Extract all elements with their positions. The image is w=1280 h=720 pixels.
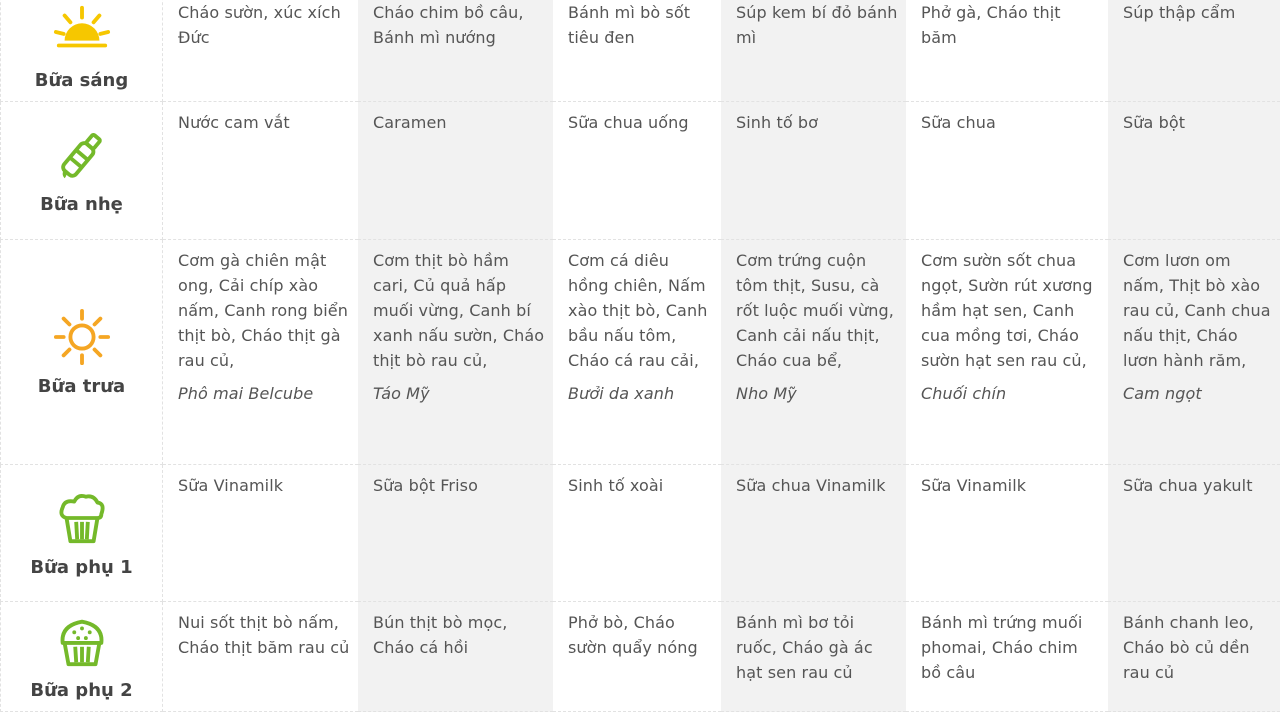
menu-cell [553, 102, 721, 240]
dish-text: Nui sốt thịt bò nấm, Cháo thịt băm rau củ [178, 613, 350, 657]
menu-cell [906, 102, 1108, 240]
menu-cell [906, 0, 1108, 102]
menu-cell [358, 240, 553, 465]
dish-text: Sữa Vinamilk [178, 476, 284, 495]
dish-text: Cháo sườn, xúc xích Đức [178, 3, 341, 47]
menu-cell [163, 240, 358, 465]
meal-header [0, 465, 163, 602]
dish-text: Bánh chanh leo, Cháo bò củ dền rau củ [1123, 613, 1254, 682]
menu-cell [553, 0, 721, 102]
meal-header [0, 0, 163, 102]
menu-cell [553, 465, 721, 602]
menu-cell [721, 102, 906, 240]
dish-text: Cơm gà chiên mật ong, Cải chíp xào nấm, Canh rong biển thịt bò, Cháo thịt gà rau củ, [178, 251, 348, 370]
dish-text: Sinh tố bơ [736, 113, 819, 132]
menu-cell [163, 602, 358, 712]
menu-cell [906, 602, 1108, 712]
dish-text: Cơm sườn sốt chua ngọt, Sườn rút xương hầm hạt sen, Canh cua mồng tơi, Cháo sườn hạt sen rau củ, [921, 251, 1093, 370]
meal-header [0, 602, 163, 712]
menu-cell [163, 0, 358, 102]
bottle-icon [53, 126, 111, 184]
dish-text: Cơm trứng cuộn tôm thịt, Susu, cà rốt luộc muối vừng, Canh cải nấu thịt, Cháo cua bể, [736, 251, 894, 370]
dish-text: Phở bò, Cháo sườn quẩy nóng [568, 613, 698, 657]
menu-cell [721, 465, 906, 602]
menu-cell [721, 240, 906, 465]
meal-label: Bữa phụ 1 [30, 556, 133, 578]
meal-label: Bữa sáng [34, 70, 129, 91]
fruit-text: Phô mai Belcube [178, 384, 314, 403]
meal-label: Bữa trưa [37, 375, 126, 397]
muffin-icon [53, 612, 111, 670]
menu-cell [721, 602, 906, 712]
cupcake-icon [53, 489, 111, 547]
menu-cell [906, 465, 1108, 602]
menu-cell [358, 0, 553, 102]
menu-cell [358, 465, 553, 602]
fruit-text: Cam ngọt [1123, 384, 1202, 403]
fruit-text: Chuối chín [921, 384, 1007, 403]
dish-text: Sữa Vinamilk [921, 476, 1027, 495]
dish-text: Súp thập cẩm [1123, 3, 1236, 22]
dish-text: Bánh mì bơ tỏi ruốc, Cháo gà ác hạt sen rau củ [736, 613, 873, 682]
menu-cell [358, 602, 553, 712]
menu-cell [553, 602, 721, 712]
menu-cell [1108, 0, 1280, 102]
dish-text: Bánh mì trứng muối phomai, Cháo chim bồ câu [921, 613, 1083, 682]
dish-text: Sinh tố xoài [568, 476, 664, 495]
dish-text: Cơm lươn om nấm, Thịt bò xào rau củ, Canh chua nấu thịt, Cháo lươn hành răm, [1123, 251, 1271, 370]
dish-text: Bún thịt bò mọc, Cháo cá hồi [373, 613, 508, 657]
dish-text: Sữa bột Friso [373, 476, 478, 495]
dish-text: Sữa chua [921, 113, 996, 132]
dish-text: Sữa chua Vinamilk [736, 476, 886, 495]
dish-text: Cháo chim bồ câu, Bánh mì nướng [373, 3, 524, 47]
menu-cell [553, 240, 721, 465]
meal-label: Bữa nhẹ [40, 194, 123, 215]
menu-cell [1108, 602, 1280, 712]
dish-text: Sữa chua uống [568, 113, 689, 132]
dish-text: Cơm cá diêu hồng chiên, Nấm xào thịt bò, Canh bầu nấu tôm, Cháo cá rau cải, [568, 251, 708, 370]
dish-text: Cơm thịt bò hầm cari, Củ quả hấp muối vừng, Canh bí xanh nấu sườn, Cháo thịt bò rau củ, [373, 251, 545, 370]
menu-cell [1108, 102, 1280, 240]
menu-cell [163, 102, 358, 240]
dish-text: Sữa chua yakult [1123, 476, 1253, 495]
menu-cell [358, 102, 553, 240]
dish-text: Súp kem bí đỏ bánh mì [736, 3, 898, 47]
menu-cell [1108, 240, 1280, 465]
menu-cell [906, 240, 1108, 465]
meal-header [0, 240, 163, 465]
meal-header [0, 102, 163, 240]
sun-icon [53, 308, 111, 366]
menu-cell [163, 465, 358, 602]
sunrise-icon [53, 2, 111, 60]
dish-text: Nước cam vắt [178, 113, 290, 132]
menu-cell [1108, 465, 1280, 602]
dish-text: Phở gà, Cháo thịt băm [921, 3, 1061, 47]
fruit-text: Táo Mỹ [373, 384, 430, 403]
fruit-text: Nho Mỹ [736, 384, 797, 403]
menu-cell [721, 0, 906, 102]
dish-text: Sữa bột [1123, 113, 1186, 132]
meal-label: Bữa phụ 2 [30, 680, 133, 701]
dish-text: Caramen [373, 113, 447, 132]
dish-text: Bánh mì bò sốt tiêu đen [568, 3, 691, 47]
fruit-text: Bưởi da xanh [568, 384, 675, 403]
